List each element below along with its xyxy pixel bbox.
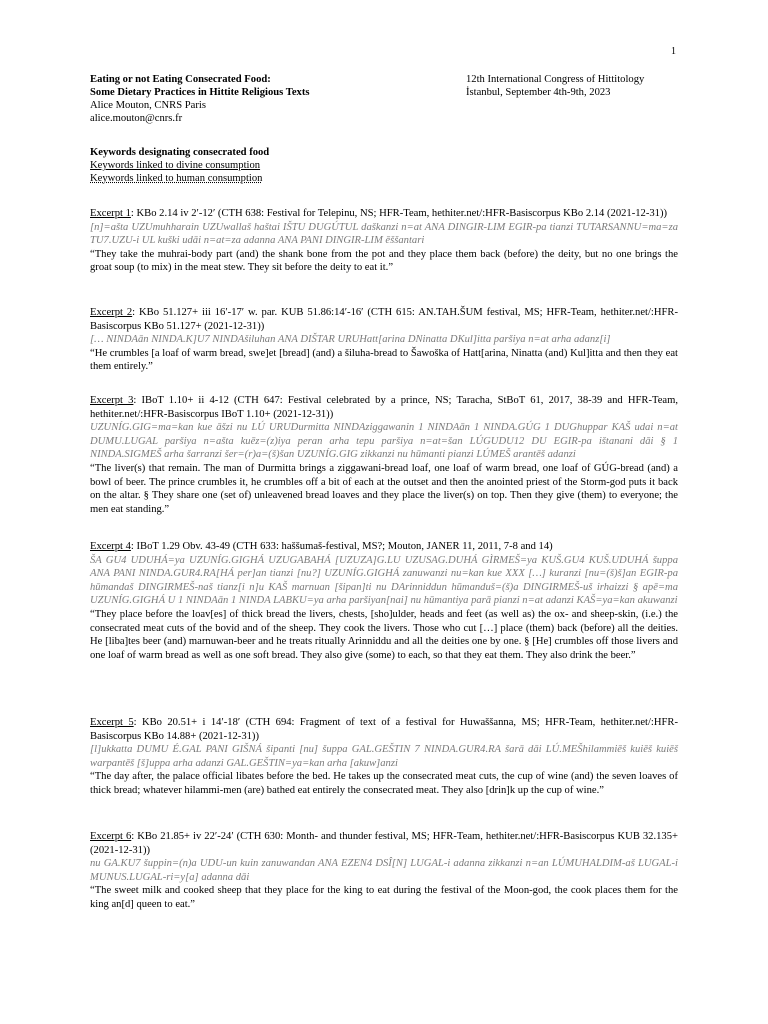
excerpt-citation: : KBo 21.85+ iv 22′-24′ (CTH 630: Month- and thunder festival, MS; HFR-Team, hethiter.net/:HFR-Basiscorpus KUB 32.135+ (2021-12-31))	[90, 831, 678, 856]
congress-line-1: 12th International Congress of Hittitology	[466, 74, 645, 85]
title-line-2: Some Dietary Practices in Hittite Religious Texts	[90, 87, 310, 98]
excerpt-citation: : KBo 20.51+ i 14′-18′ (CTH 694: Fragment of text of a festival for Huwaššanna, MS; HFR-Team, hethiter.net/:HFR-Basiscorpus KBo 14.88+ (2021-12-31))	[90, 717, 678, 742]
excerpt-5	[90, 716, 678, 798]
excerpt-ref	[90, 830, 678, 857]
congress-block	[466, 73, 678, 99]
excerpt-translation: “The day after, the palace official libates before the bed. He takes up the consecrated meat cuts, the cup of wine (and) the seven loaves of thick bread; whatever hilammi-men (are) bathed eat entirely the consecrated meat. They also [drin]k up the cup of wine.”	[90, 771, 678, 796]
excerpt-citation: : IBoT 1.10+ ii 4-12 (CTH 647: Festival celebrated by a prince, NS; Taracha, StBoT 61, 2017, 38-39 and HFR-Team, hethiter.net/:HFR-Basiscorpus IBoT 1.10+ (2021-12-31))	[90, 395, 679, 420]
keywords-legend	[90, 146, 678, 185]
title-block	[90, 73, 309, 125]
excerpt-transliteration: nu GA.KU7 šuppin=(n)a UDU-un kuin zanuwandan ANA EZEN4 DSÎ[N] LUGAL-i adanna zikkanzi n=an LÚMUHALDIM-aš LUGAL-i MUNUS.LUGAL-ri=y[a] adanna dāi	[90, 858, 678, 883]
excerpt-2	[90, 306, 678, 374]
excerpt-citation: : IBoT 1.29 Obv. 43-49 (CTH 633: haššumaš-festival, MS?; Mouton, JANER 11, 2011, 7-8 and 14)	[130, 541, 553, 552]
excerpt-label: Excerpt 3	[90, 395, 134, 406]
excerpt-transliteration: [n]=ašta UZUmuhharain UZUwallaš haštai IŠTU DUGÚTUL daškanzi n=at ANA DINGIR-LIM EGIR-pa tianzi TUTARSANNU=ma=za TU7.UZU-i UL kuški udāi n=at=za adanna ANA PANI DINGIR-LIM ēššantari	[90, 221, 678, 247]
keywords-heading: Keywords designating consecrated food	[90, 147, 270, 158]
excerpt-translation: “He crumbles [a loaf of warm bread, swe]et [bread] (and) a šiluha-bread to Šawoška of Hatt[arina, Ninatta (and) Kul]itta and then they eat them entirely.”	[90, 347, 678, 373]
keywords-divine: Keywords linked to divine consumption	[90, 160, 261, 171]
excerpt-ref	[90, 207, 678, 221]
excerpt-ref	[90, 306, 678, 333]
congress-line-2: İstanbul, September 4th-9th, 2023	[466, 87, 611, 98]
excerpt-ref	[90, 394, 678, 421]
excerpt-transliteration: UZUNÍG.GIG=ma=kan kue āšzi nu LÚ URUDurmitta NINDAziggawanin 1 NINDAān 1 NINDA.GÚG 1 DUGhuppar KAŠ udai n=at DUMU.LUGAL paršiya n=ašta kuēz=(z)iya peran arha tepu paršiya n=at=šan LÚGUDU12 DU EGIR-pa ištanani dāi § 1 NINDA.SIGMEŠ arha šarranzi šer=(r)a=(š)šan UZUNÍG.GIG zikkanzi nu hūmanti pianzi LÚMEŠ arantēš adanzi	[90, 422, 678, 461]
excerpt-6	[90, 830, 678, 912]
title-line-1: Eating or not Eating Consecrated Food:	[90, 74, 271, 85]
excerpt-label: Excerpt 5	[90, 717, 134, 728]
author: Alice Mouton, CNRS Paris	[90, 100, 206, 111]
excerpt-translation: “The liver(s) that remain. The man of Durmitta brings a ziggawani-bread loaf, one loaf of warm bread, one loaf of GÚG-bread (and) a bowl of beer. The prince crumbles it, he crumbles off a bit of each at the outset and then the anointed priest of the Storm-god puts it back on the altar. § They share one (set of) unleavened bread loaves and they place the liver(s) on top. Then they give (them) to everyone; the men eat standing.”	[90, 462, 678, 515]
excerpt-translation: “The sweet milk and cooked sheep that they place for the king to eat during the festival of the Moon-god, the cook places them for the king an[d] queen to eat.”	[90, 885, 678, 910]
excerpt-transliteration: ŠA GU4 UDUHÁ=ya UZUNÍG.GIGHÁ UZUGABAHÁ [UZUZA]G.LU UZUSAG.DUHÁ GÌRMEŠ=ya KUŠ.GU4 KUŠ.UDUHÁ šuppa ANA PANI NINDA.GUR4.RA[HÁ per]an tianzi [nu?] UZUNÍG.GIGHÁ zanuwanzi nu=kan kue XXX […] kuranzi [nu=(š)š]an EGIR-pa hūmandaš DINGIRMEŠ-naš tianz[i n]u KAŠ marnuan [šipan]ti nu DArinniddun hūmanduš=(š)a DINGIRMEŠ-uš irhaizzi § apē=ma UZUNÍG.GIGHÁ U 1 NINDAān 1 NINDA LABKU=ya arha paršiyan[nai] nu hūmantiya parā pianzi n=at adanzi KAŠ=ya=kan akuwanzi	[90, 554, 678, 607]
excerpt-label: Excerpt 6	[90, 831, 132, 842]
page-number: 1	[671, 46, 676, 57]
excerpt-4	[90, 540, 678, 662]
excerpt-ref	[90, 540, 678, 554]
excerpt-citation: : KBo 51.127+ iii 16′-17′ w. par. KUB 51.86:14′-16′ (CTH 615: AN.TAH.ŠUM festival, MS; HFR-Team, hethiter.net/:HFR-Basiscorpus KBo 51.127+ (2021-12-31))	[90, 307, 679, 332]
excerpt-1	[90, 207, 678, 275]
excerpt-label: Excerpt 4	[90, 541, 131, 552]
excerpt-transliteration: [… NINDAān NINDA.K]U7 NINDAšiluhan ANA DIŠTAR URUHatt[arina DNinatta DKul]itta paršiya n=at arha adanz[i]	[90, 334, 611, 346]
excerpt-label: Excerpt 1	[90, 208, 131, 219]
excerpt-3	[90, 394, 678, 516]
excerpt-translation: “They take the muhrai-body part (and) the shank bone from the pot and they place them back (before) the deity, but no one brings the groat soup (to mix) in the meat stew. They sit before the deity to eat it.”	[90, 248, 678, 274]
email[interactable]: alice.mouton@cnrs.fr	[90, 113, 183, 124]
excerpt-label: Excerpt 2	[90, 307, 133, 318]
excerpt-transliteration: [l]ukkatta DUMU É.GAL PANI GIŠNÁ šipanti [nu] šuppa GAL.GEŠTIN 7 NINDA.GUR4.RA šarā dāi LÚ.MEŠhilammiēš kuiēš kuiēš warpantēš [š]uppa arha adanzi GAL.GEŠTIN=ya=kan arha [akuw]anzi	[90, 744, 678, 769]
excerpt-ref	[90, 716, 678, 743]
keywords-human: Keywords linked to human consumption	[90, 173, 263, 184]
excerpt-citation: : KBo 2.14 iv 2′-12′ (CTH 638: Festival for Telepinu, NS; HFR-Team, hethiter.net/:HFR-Basiscorpus KBo 2.14 (2021-12-31))	[130, 208, 668, 219]
excerpt-translation: “They place before the loav[es] of thick bread the livers, chests, [sho]ulder, heads and feet (as well as) the ox- and sheep-skin, (i.e.) the consecrated meat cuts of the bovid and of the sheep. They cook the livers. Those who cut […] place (them) back (before) all the deities. He [liba]tes beer (and) marnuwan-beer and he treats ritually Arinniddu and all the deities one by one. § [He] crumbles off those livers and one loaf of warm bread as well as one soft bread. They also give (some) to each, so that they eat them. They also drink the beer.”	[90, 608, 678, 661]
